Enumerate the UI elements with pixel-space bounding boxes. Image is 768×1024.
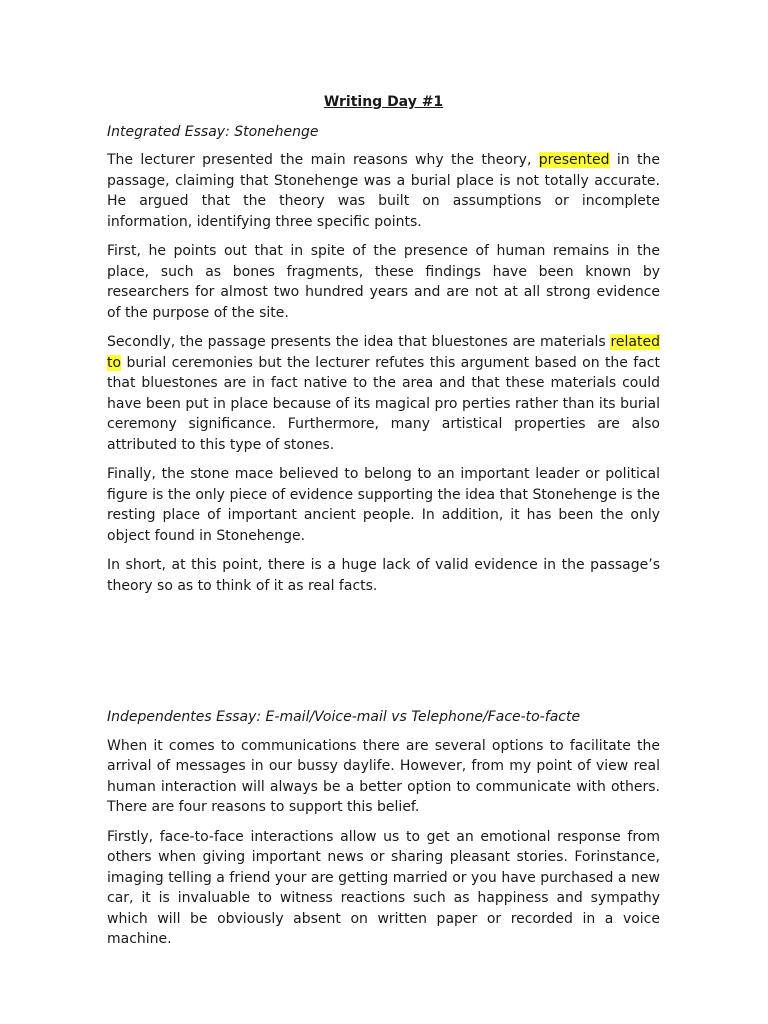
paragraph-third-point: Finally, the stone mace believed to belong to an important leader or political figure is the only piece of evidence supporting the idea that Stonehenge is the resting place of important ancient people. In addition, it has been the only object found in Stonehenge. [107,466,660,544]
document-page [107,92,660,959]
paragraph-text: in the passage, claiming that Stonehenge was a burial place is not totally accurate. He argued that the theory was built on assumptions or incomplete information, identifying three specific points. [107,152,660,230]
paragraph-first-point: First, he points out that in spite of the presence of human remains in the place, such as bones fragments, these findings have been known by researchers for almost two hundred years and are not at all strong evidence of the purpose of the site. [107,243,660,321]
section-spacer [107,605,660,707]
section-heading-integrated-essay: Integrated Essay: Stonehenge [107,123,319,140]
highlighted-text: presented [538,152,610,168]
paragraph-conclusion: In short, at this point, there is a huge lack of valid evidence in the passage’s theory so as to think of it as real facts. [107,557,660,594]
paragraph-text: Secondly, the passage presents the idea that bluestones are materials [107,334,611,350]
paragraph-intro [107,150,660,232]
paragraph-text: The lecturer presented the main reasons why the theory, [107,152,539,168]
highlighted-text: related to [107,334,660,371]
paragraph-text: burial ceremonies but the lecturer refutes this argument based on the fact that bluestones are in fact native to the area and that these materials could have been put in place because of its magical pro perties rather than its burial ceremony significance. Furthermore, many artistical properties are also attributed to this type of stones. [107,354,660,453]
paragraph-second-point [107,332,660,455]
document-title: Writing Day #1 [323,94,444,110]
section-heading-independent-essay: Independentes Essay: E-mail/Voice-mail vs Telephone/Face-to-facte [107,709,581,725]
paragraph-independent-first-reason: Firstly, face-to-face interactions allow us to get an emotional response from others when giving important news or sharing pleasant stories. Forinstance, imaging telling a friend your are getting married or you have purchased a new car, it is invaluable to witness reactions such as happiness and sympathy which will be obviously absent on written paper or recorded in a voice machine. [107,828,660,947]
paragraph-independent-intro: When it comes to communications there are several options to facilitate the arrival of messages in our bussy daylife. However, from my point of view real human interaction will always be a better option to communicate with others. There are four reasons to support this belief. [107,737,660,815]
